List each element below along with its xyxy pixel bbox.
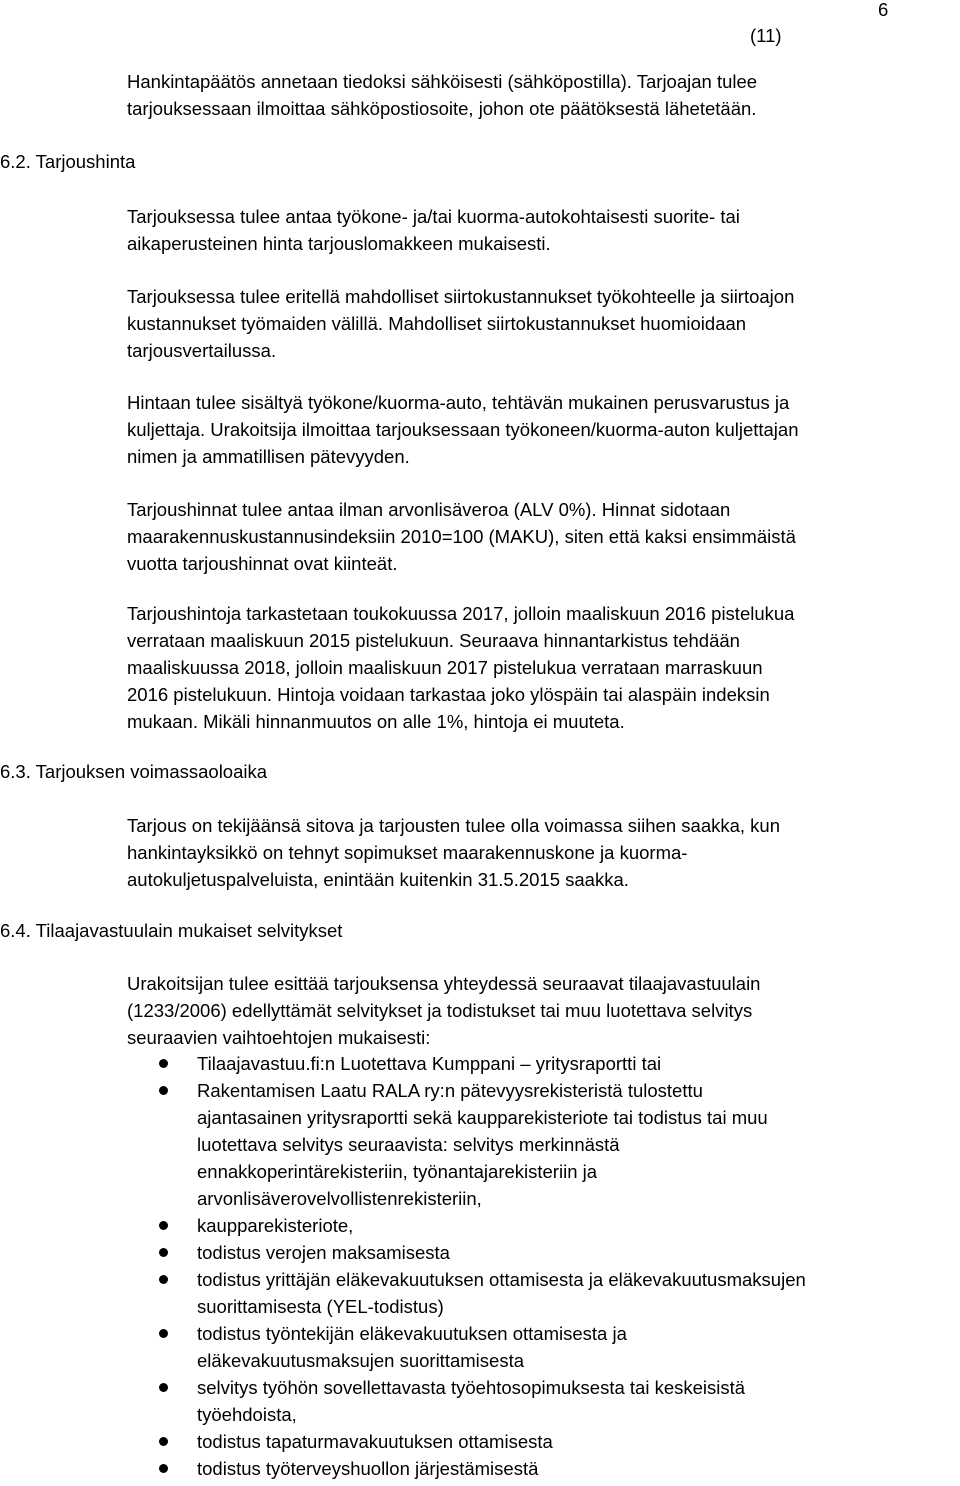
list-item [127, 1455, 960, 1482]
page-count: (11) [750, 25, 782, 46]
paragraph-included-equipment [127, 389, 960, 470]
list-item [127, 1050, 960, 1077]
list-item [127, 1320, 960, 1374]
page-number: 6 [878, 0, 889, 20]
text-line: aikaperusteinen hinta tarjouslomakkeen mukaisesti. [127, 233, 551, 254]
paragraph-price-basis [127, 203, 960, 257]
text-line: (1233/2006) edellyttämät selvitykset ja todistukset tai muu luotettava selvitys [127, 1000, 753, 1021]
text-line: 2016 pistelukuun. Hintoja voidaan tarkastaa joko ylöspäin tai alaspäin indeksin [127, 684, 770, 705]
text-line: Tilaajavastuu.fi:n Luotettava Kumppani – yritysraportti tai [197, 1053, 662, 1074]
text-line: Urakoitsijan tulee esittää tarjouksensa yhteydessä seuraavat tilaajavastuulain [127, 973, 761, 994]
text-line: luotettava selvitys seuraavista: selvitys merkinnästä [197, 1134, 620, 1155]
paragraph-contractor-liability [127, 970, 960, 1051]
list-item [127, 1239, 960, 1266]
text-line: arvonlisäverovelvollistenrekisteriin, [197, 1188, 482, 1209]
text-line: Tarjoushintoja tarkastetaan toukokuussa 2017, jolloin maaliskuun 2016 pistelukua [127, 603, 795, 624]
text-line: eläkevakuutusmaksujen suorittamisesta [197, 1350, 524, 1371]
requirements-list [127, 1050, 960, 1482]
list-item [127, 1077, 960, 1212]
text-line: tarjouksessaan ilmoittaa sähköpostiosoite, johon ote päätöksestä lähetetään. [127, 98, 757, 119]
bullet-icon [159, 1383, 168, 1392]
paragraph-price-review [127, 600, 960, 735]
text-line: selvitys työhön sovellettavasta työehtosopimuksesta tai keskeisistä [197, 1377, 746, 1398]
text-line: todistus työterveyshuollon järjestämisestä [197, 1458, 539, 1479]
text-line: tarjousvertailussa. [127, 340, 277, 361]
text-line: Tarjous on tekijäänsä sitova ja tarjousten tulee olla voimassa siihen saakka, kun [127, 815, 781, 836]
bullet-icon [159, 1275, 168, 1284]
bullet-icon [159, 1059, 168, 1068]
bullet-icon [159, 1221, 168, 1230]
section-heading-6-4: 6.4. Tilaajavastuulain mukaiset selvitykset [0, 920, 343, 941]
text-line: todistus tapaturmavakuutuksen ottamisesta [197, 1431, 553, 1452]
text-line: Tarjoushinnat tulee antaa ilman arvonlisäveroa (ALV 0%). Hinnat sidotaan [127, 499, 731, 520]
paragraph-offer-validity [127, 812, 960, 893]
text-line: kustannukset työmaiden välillä. Mahdolliset siirtokustannukset huomioidaan [127, 313, 747, 334]
text-line: työehdoista, [197, 1404, 297, 1425]
text-line: vuotta tarjoushinnat ovat kiinteät. [127, 553, 398, 574]
text-line: nimen ja ammatillisen pätevyyden. [127, 446, 410, 467]
bullet-icon [159, 1248, 168, 1257]
text-line: Hintaan tulee sisältyä työkone/kuorma-auto, tehtävän mukainen perusvarustus ja [127, 392, 790, 413]
text-line: ennakkoperintärekisteriin, työnantajarekisteriin ja [197, 1161, 598, 1182]
text-line: ajantasainen yritysraportti sekä kaupparekisteriote tai todistus tai muu [197, 1107, 768, 1128]
list-item [127, 1428, 960, 1455]
paragraph-vat-index [127, 496, 960, 577]
text-line: todistus työntekijän eläkevakuutuksen ottamisesta ja [197, 1323, 627, 1344]
text-line: kaupparekisteriote, [197, 1215, 354, 1236]
text-line: Rakentamisen Laatu RALA ry:n pätevyysrekisteristä tulostettu [197, 1080, 703, 1101]
text-line: Hankintapäätös annetaan tiedoksi sähköisesti (sähköpostilla). Tarjoajan tulee [127, 71, 758, 92]
section-heading-6-2: 6.2. Tarjoushinta [0, 151, 136, 172]
text-line: Tarjouksessa tulee eritellä mahdolliset siirtokustannukset työkohteelle ja siirtoajon [127, 286, 795, 307]
text-line: todistus verojen maksamisesta [197, 1242, 450, 1263]
bullet-icon [159, 1464, 168, 1473]
bullet-icon [159, 1437, 168, 1446]
text-line: maaliskuussa 2018, jolloin maaliskuun 2017 pistelukua verrataan marraskuun [127, 657, 763, 678]
text-line: todistus yrittäjän eläkevakuutuksen ottamisesta ja eläkevakuutusmaksujen [197, 1269, 806, 1290]
text-line: verrataan maaliskuun 2015 pistelukuun. Seuraava hinnantarkistus tehdään [127, 630, 740, 651]
text-line: kuljettaja. Urakoitsija ilmoittaa tarjouksessaan työkoneen/kuorma-auton kuljettajan [127, 419, 799, 440]
text-line: suorittamisesta (YEL-todistus) [197, 1296, 444, 1317]
text-line: hankintayksikkö on tehnyt sopimukset maarakennuskone ja kuorma- [127, 842, 688, 863]
text-line: maarakennuskustannusindeksiin 2010=100 (MAKU), siten että kaksi ensimmäistä [127, 526, 796, 547]
section-heading-6-3: 6.3. Tarjouksen voimassaoloaika [0, 761, 268, 782]
list-item [127, 1212, 960, 1239]
text-line: mukaan. Mikäli hinnanmuutos on alle 1%, hintoja ei muuteta. [127, 711, 625, 732]
text-line: seuraavien vaihtoehtojen mukaisesti: [127, 1027, 431, 1048]
list-item [127, 1266, 960, 1320]
text-line: Tarjouksessa tulee antaa työkone- ja/tai kuorma-autokohtaisesti suorite- tai [127, 206, 740, 227]
bullet-icon [159, 1086, 168, 1095]
list-item [127, 1374, 960, 1428]
paragraph-decision-notice [127, 68, 960, 122]
bullet-icon [159, 1329, 168, 1338]
text-line: autokuljetuspalveluista, enintään kuitenkin 31.5.2015 saakka. [127, 869, 629, 890]
paragraph-transfer-costs [127, 283, 960, 364]
